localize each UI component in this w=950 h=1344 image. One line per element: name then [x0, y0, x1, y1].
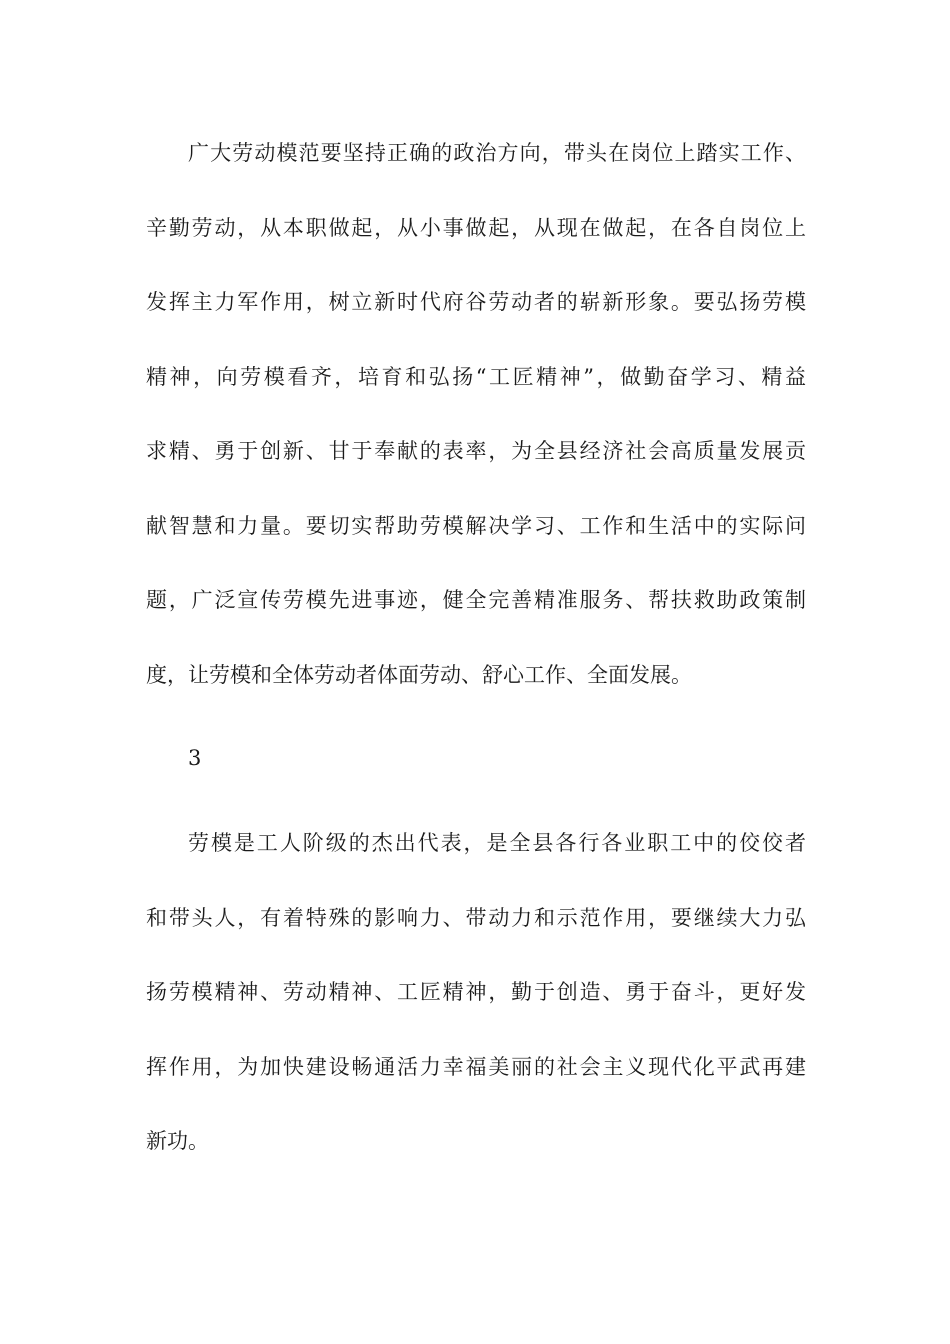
paragraph-2-line-2: 和带头人，有着特殊的影响力、带动力和示范作用，要继续大力弘	[146, 905, 806, 930]
paragraph-1-line-4: 精神，向劳模看齐，培育和弘扬“工匠精神”，做勤奋学习、精益	[146, 364, 806, 389]
paragraph-1-line-7: 题，广泛宣传劳模先进事迹，健全完善精准服务、帮扶救助政策制	[146, 588, 806, 612]
paragraph-1-line-2: 辛勤劳动，从本职做起，从小事做起，从现在做起，在各自岗位上	[146, 215, 806, 240]
paragraph-2-line-1: 劳模是工人阶级的杰出代表，是全县各行各业职工中的佼佼者	[188, 831, 806, 855]
section-number: 3	[188, 746, 202, 770]
paragraph-2	[146, 833, 806, 1206]
paragraph-2-line-5: 新功。	[146, 1129, 209, 1153]
paragraph-2-line-3: 扬劳模精神、劳动精神、工匠精神，勤于创造、勇于奋斗，更好发	[146, 980, 806, 1004]
paragraph-1-line-1: 广大劳动模范要坚持正确的政治方向，带头在岗位上踏实工作、	[188, 141, 806, 165]
paragraph-1-line-5: 求精、勇于创新、甘于奉献的表率，为全县经济社会高质量发展贡	[146, 439, 806, 463]
paragraph-1	[146, 143, 806, 739]
paragraph-2-line-4: 挥作用，为加快建设畅通活力幸福美丽的社会主义现代化平武再建	[146, 1054, 806, 1079]
paragraph-1-line-3: 发挥主力军作用，树立新时代府谷劳动者的崭新形象。要弘扬劳模	[146, 290, 806, 314]
paragraph-1-line-6: 献智慧和力量。要切实帮助劳模解决学习、工作和生活中的实际问	[146, 513, 806, 538]
paragraph-1-line-8: 度，让劳模和全体劳动者体面劳动、舒心工作、全面发展。	[146, 662, 692, 687]
